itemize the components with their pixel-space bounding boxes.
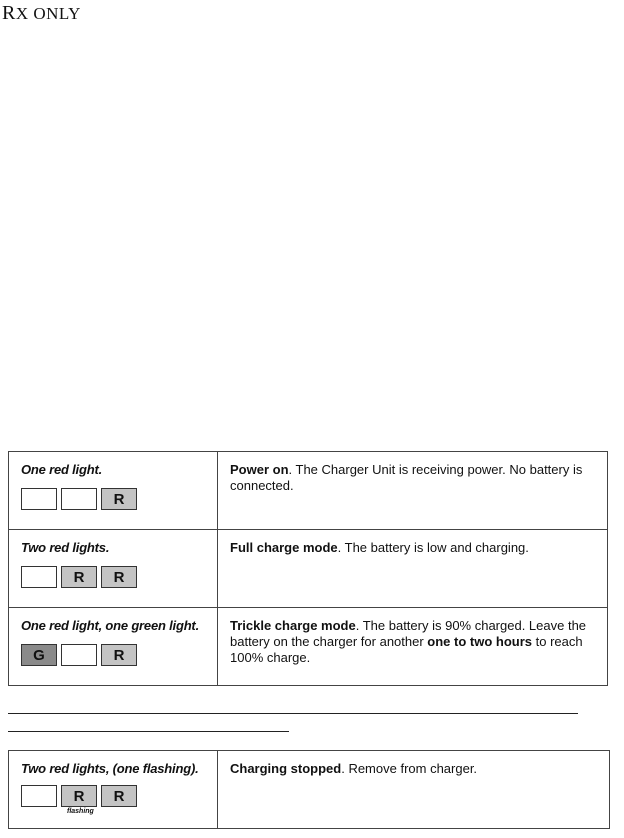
status-title: Full charge mode <box>230 540 338 555</box>
charger-status-table <box>8 451 608 686</box>
indicator-light-off <box>61 488 97 510</box>
indicator-lights <box>21 566 207 588</box>
status-title: Power on <box>230 462 289 477</box>
condition-label: Two red lights. <box>21 540 110 555</box>
table-row <box>9 530 608 608</box>
indicator-light-red-flashing: R <box>61 785 97 807</box>
rx-first-letter: R <box>2 2 16 24</box>
condition-label: One red light, one green light. <box>21 618 199 633</box>
table-row <box>9 751 610 829</box>
indicator-light-off <box>21 488 57 510</box>
status-description <box>230 618 597 666</box>
status-description <box>230 462 597 494</box>
rx-rest-text: X ONLY <box>15 4 81 23</box>
status-emphasis: one to two hours <box>427 634 533 649</box>
indicator-light-red: R <box>101 644 137 666</box>
condition-cell <box>9 608 218 686</box>
indicator-light-red: R <box>101 785 137 807</box>
divider-line <box>8 731 289 732</box>
condition-cell <box>9 751 218 829</box>
indicator-lights <box>21 644 207 666</box>
condition-cell <box>9 530 218 608</box>
indicator-light-off <box>21 566 57 588</box>
status-description <box>230 540 597 556</box>
indicator-lights <box>21 488 207 510</box>
flashing-note: flashing <box>67 808 94 815</box>
status-text: . The Charger Unit is receiving power. No battery is connected. <box>230 462 583 493</box>
status-text: . The battery is 90% charged. Leave the battery on the charger for another <box>230 618 587 649</box>
condition-cell <box>9 452 218 530</box>
status-text: . Remove from charger. <box>341 761 478 776</box>
description-cell <box>218 530 608 608</box>
indicator-light-green: G <box>21 644 57 666</box>
indicator-light-off <box>61 644 97 666</box>
indicator-light-red: R <box>101 566 137 588</box>
status-description <box>230 761 599 777</box>
divider-line <box>8 713 578 714</box>
status-title: Charging stopped <box>230 761 342 776</box>
table-row <box>9 452 608 530</box>
indicator-lights <box>21 785 207 807</box>
condition-label: One red light. <box>21 462 102 477</box>
description-cell <box>218 452 608 530</box>
status-text: . The battery is low and charging. <box>337 540 529 555</box>
rx-only-label <box>2 2 81 25</box>
condition-label: Two red lights, (one flashing). <box>21 761 199 776</box>
table-row <box>9 608 608 686</box>
charger-stopped-table <box>8 750 610 829</box>
description-cell <box>218 608 608 686</box>
description-cell <box>218 751 610 829</box>
status-text: to reach 100% charge. <box>230 634 583 665</box>
indicator-light-off <box>21 785 57 807</box>
indicator-light-red: R <box>61 566 97 588</box>
indicator-light-red: R <box>101 488 137 510</box>
status-title: Trickle charge mode <box>230 618 356 633</box>
